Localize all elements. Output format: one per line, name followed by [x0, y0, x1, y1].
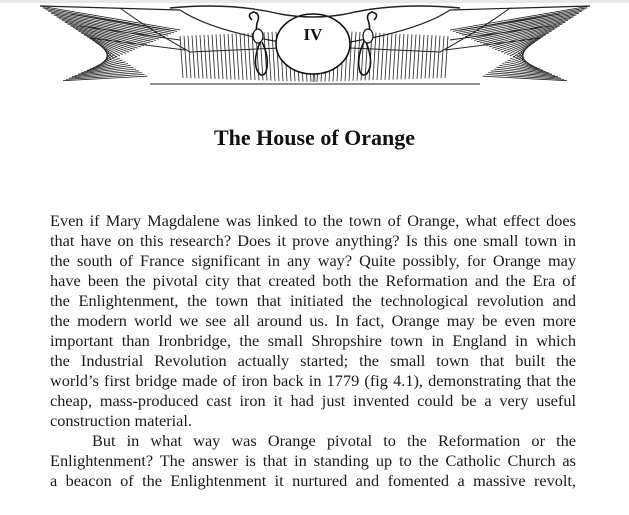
text-line: construction material. [50, 411, 192, 430]
text-line: important than Ironbridge, the small Shropshire town in England in which [50, 331, 576, 350]
text-line: a beacon of the Enlightenment it nurtured and fomented a massive revolt, [50, 471, 576, 490]
text-line: have been the pivotal city that created both the Reformation and the Era of [50, 271, 576, 290]
text-line: Even if Mary Magdalene was linked to the town of Orange, what effect does [50, 211, 576, 230]
text-line: the Industrial Revolution actually started; the small town that built the [50, 351, 576, 370]
paragraph-1 [50, 211, 576, 431]
text-line: the Enlightenment, the town that initiated the technological revolution and [50, 291, 576, 310]
chapter-title: The House of Orange [213, 125, 416, 150]
text-line: that have on this research? Does it prove anything? Is this one small town in [50, 231, 576, 250]
chapter-body [50, 211, 576, 491]
chapter-number: IV [303, 25, 323, 44]
text-line: But in what way was Orange pivotal to the Reformation or the [92, 431, 576, 450]
winged-sun-emblem-icon [30, 0, 600, 90]
text-line: cheap, mass-produced cast iron it had just invented could be a very useful [50, 391, 576, 410]
text-line: world’s first bridge made of iron back in 1779 (fig 4.1), demonstrating that the [50, 371, 576, 390]
text-line: the south of France significant in any way? Quite possibly, for Orange may [50, 251, 576, 270]
text-line: Enlightenment? The answer is that in standing up to the Catholic Church as [50, 451, 576, 470]
paragraph-2 [50, 431, 576, 491]
text-line: the modern world we see all around us. In fact, Orange may be even more [50, 311, 576, 330]
